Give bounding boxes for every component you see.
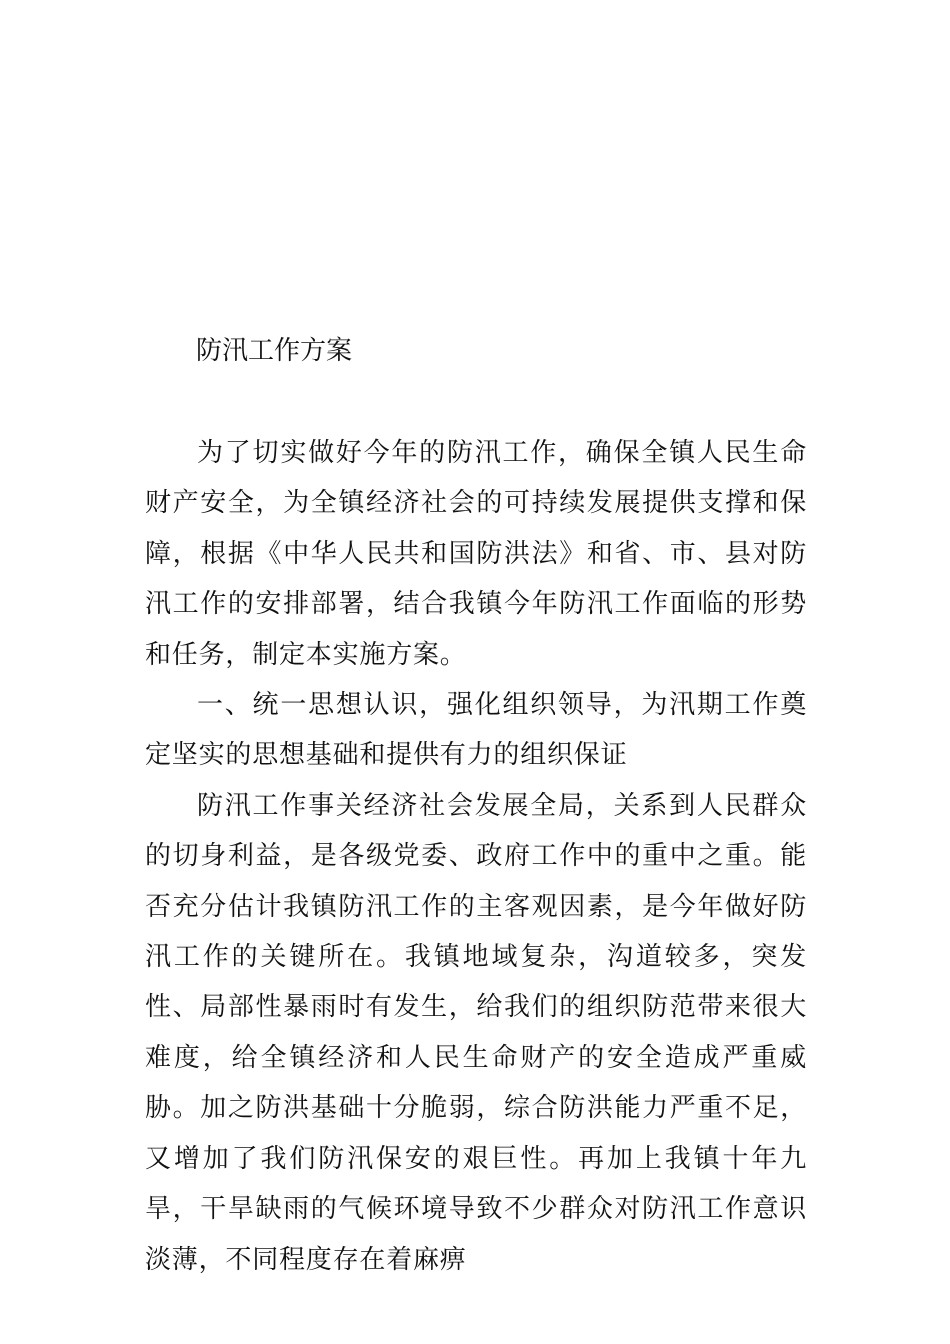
document-body <box>145 428 807 1285</box>
paragraph-section-1: 防汛工作事关经济社会发展全局，关系到人民群众的切身利益，是各级党委、政府工作中的重中之重。能否充分估计我镇防汛工作的主客观因素，是今年做好防汛工作的关键所在。我镇地域复杂，沟道较多，突发性、局部性暴雨时有发生，给我们的组织防范带来很大难度，给全镇经济和人民生命财产的安全造成严重威胁。加之防洪基础十分脆弱，综合防洪能力严重不足，又增加了我们防汛保安的艰巨性。再加上我镇十年九旱，干旱缺雨的气候环境导致不少群众对防汛工作意识淡薄，不同程度存在着麻痹 <box>145 790 807 1275</box>
document-title: 防汛工作方案 <box>196 336 353 366</box>
section-heading-1: 一、统一思想认识，强化组织领导，为汛期工作奠定坚实的思想基础和提供有力的组织保证 <box>145 690 807 771</box>
paragraph-intro: 为了切实做好今年的防汛工作，确保全镇人民生命财产安全，为全镇经济社会的可持续发展提供支撑和保障，根据《中华人民共和国防洪法》和省、市、县对防汛工作的安排部署，结合我镇今年防汛工作面临的形势和任务，制定本实施方案。 <box>145 438 807 670</box>
